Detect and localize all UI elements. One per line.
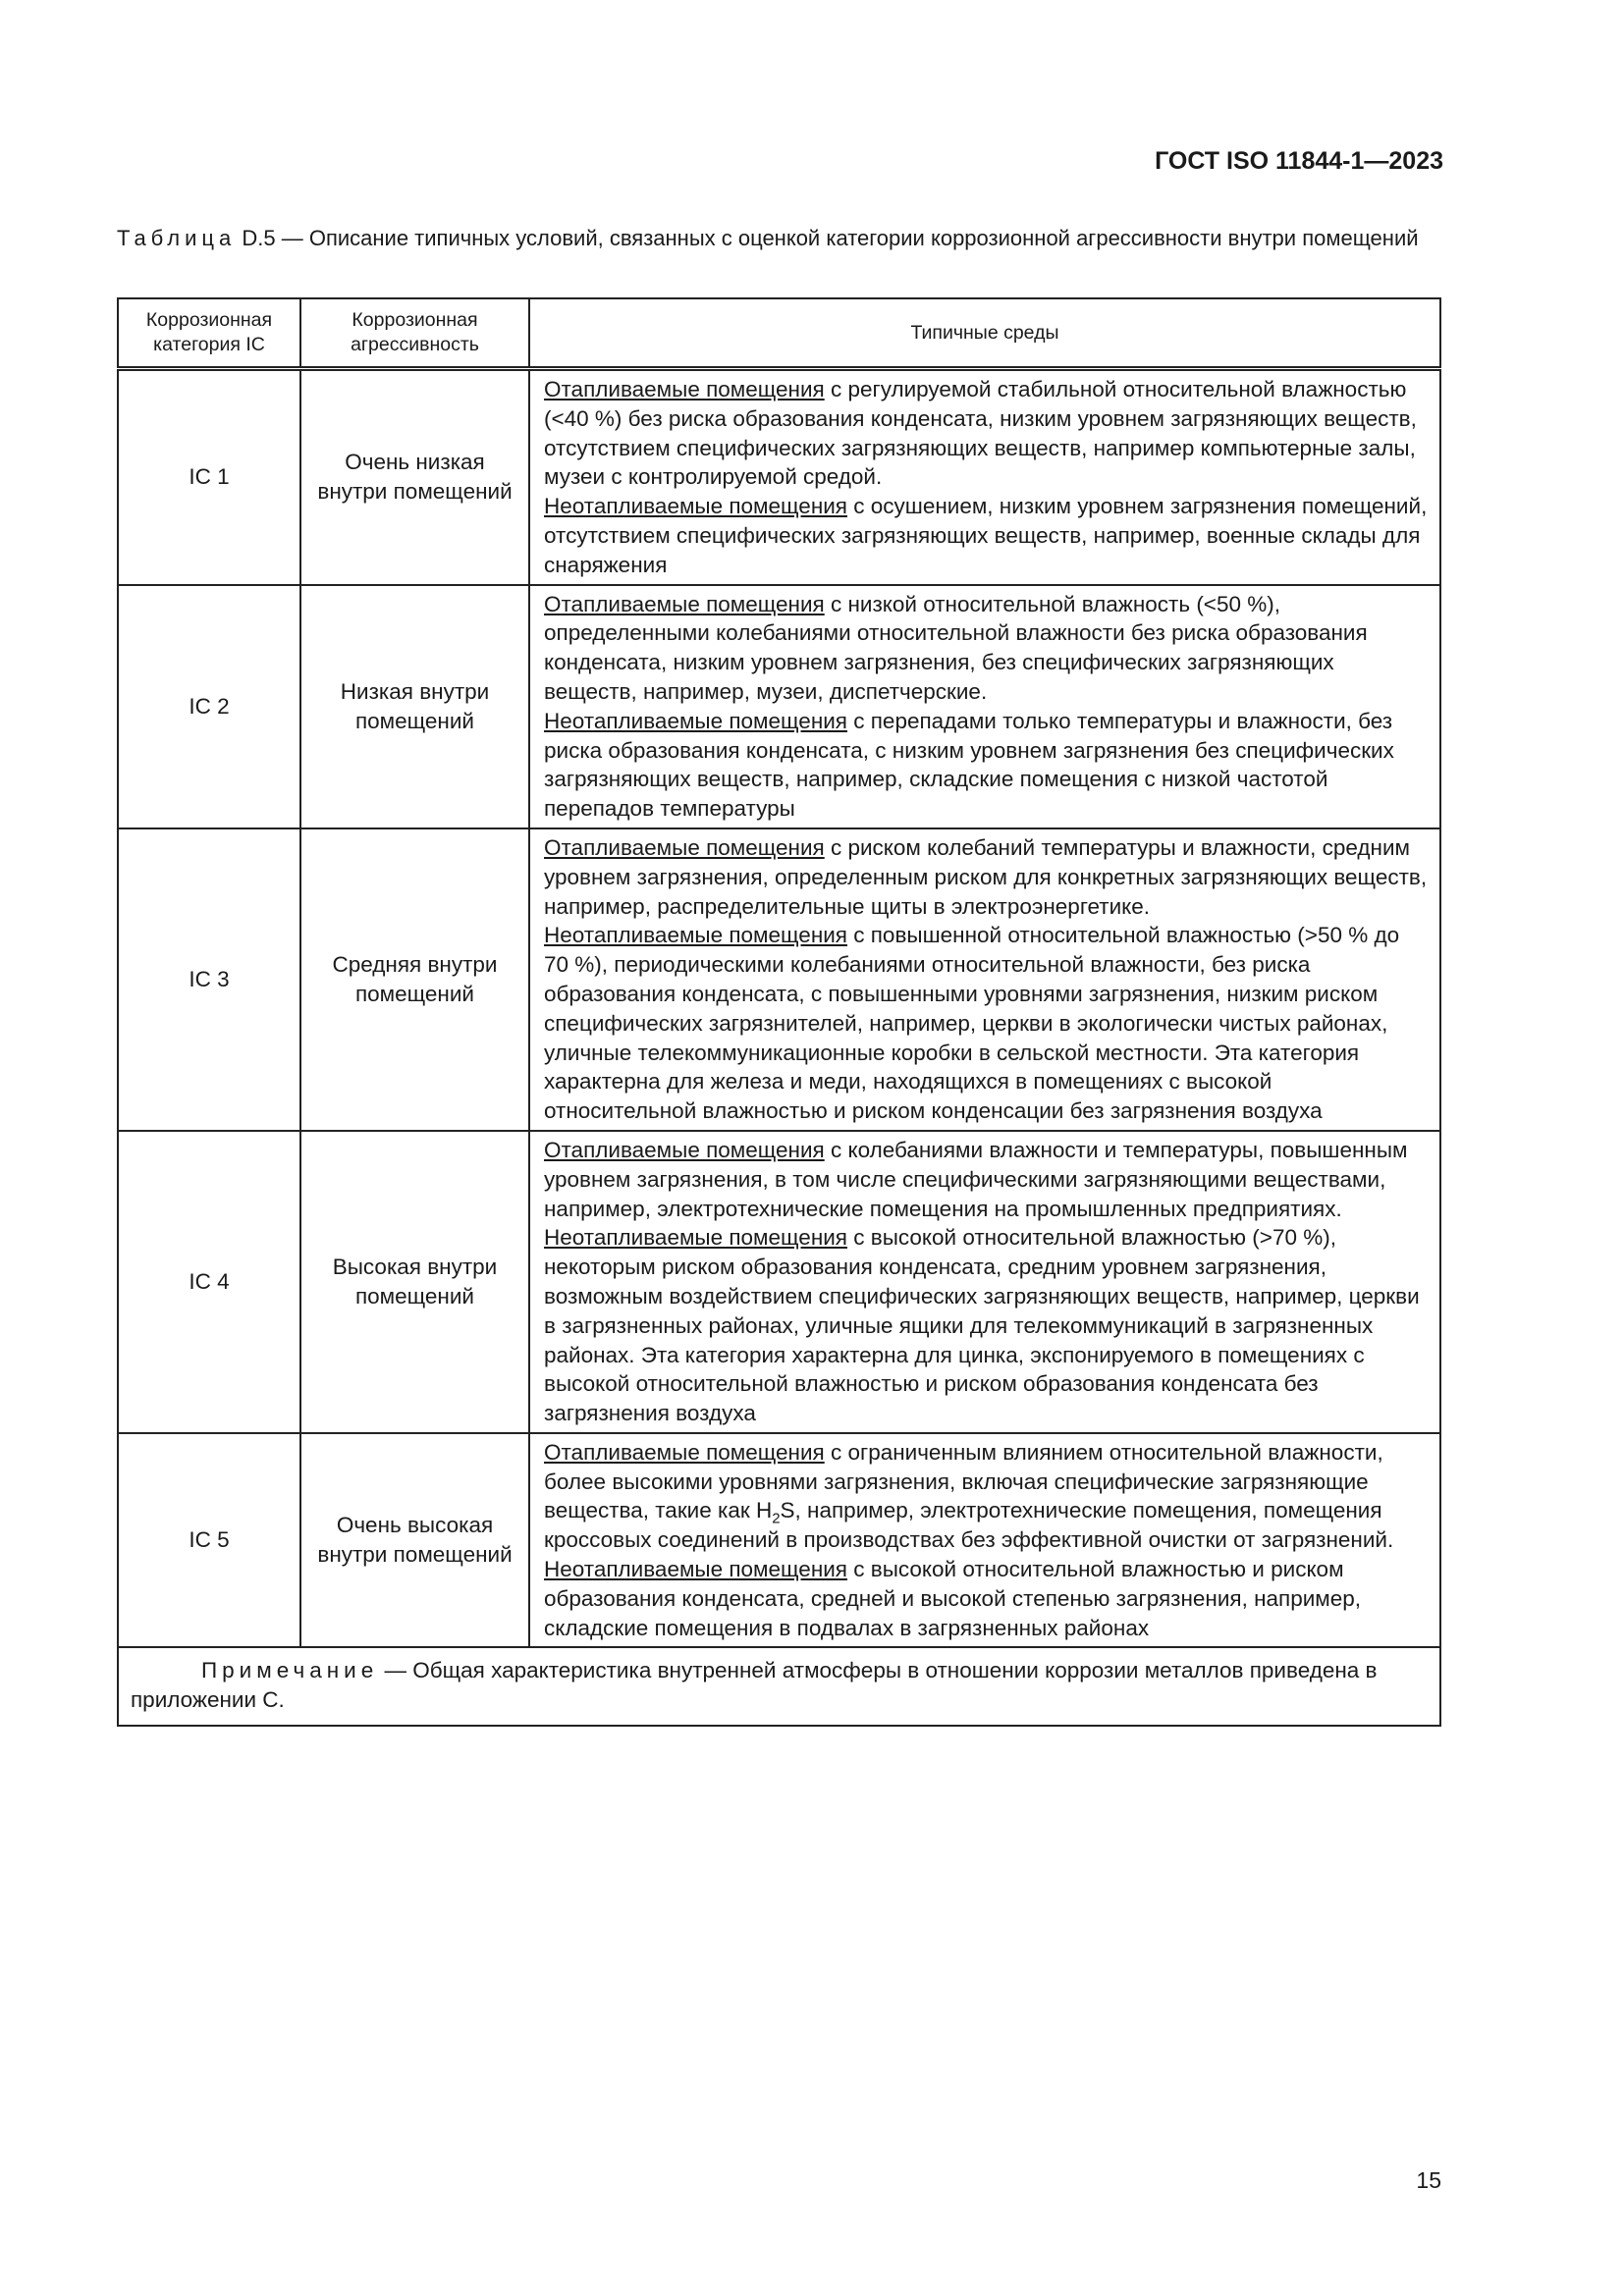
environment-cell (529, 1131, 1440, 1433)
aggressivity-cell: Низкая внутри помещений (300, 585, 529, 828)
table-note (118, 1647, 1440, 1726)
environment-cell (529, 585, 1440, 828)
table-header-row (118, 298, 1440, 369)
table-row (118, 369, 1440, 585)
table-row (118, 1433, 1440, 1648)
heated-label: Отапливаемые помещения (544, 834, 825, 860)
table-row (118, 585, 1440, 828)
unheated-label: Неотапливаемые помещения (544, 494, 847, 519)
heated-label: Отапливаемые помещения (544, 591, 825, 616)
note-label: Примечание (201, 1658, 379, 1683)
category-cell: IC 5 (118, 1433, 300, 1648)
heated-label: Отапливаемые помещения (544, 1439, 825, 1465)
unheated-label: Неотапливаемые помещения (544, 708, 847, 733)
caption-text: D.5 — Описание типичных условий, связанных с оценкой категории коррозионной агрессивности внутри помещений (236, 226, 1419, 250)
aggressivity-cell: Очень высокая внутри помещений (300, 1433, 529, 1648)
aggressivity-cell: Высокая внутри помещений (300, 1131, 529, 1433)
table-caption (117, 224, 1442, 253)
table-note-row (118, 1647, 1440, 1726)
page-number: 15 (1416, 2167, 1441, 2193)
note-text: — Общая характеристика внутренней атмосферы в отношении коррозии металлов приведена в приложении С. (131, 1658, 1378, 1713)
heated-text: с низкой относительной влажность (<50 %), определенными колебаниями относительной влажности без риска образования конденсата, низким уровнем загрязнения, без специфических загрязняющих веществ, например, музеи, диспетчерские. (544, 591, 1368, 704)
unheated-text: с высокой относительной влажностью и риском образования конденсата, средней и высокой степенью загрязнения, например, складские помещения в подвалах в загрязненных районах (544, 1557, 1362, 1640)
header-aggressivity: Коррозионная агрессивность (300, 298, 529, 369)
heated-label: Отапливаемые помещения (544, 1137, 825, 1162)
environment-cell (529, 828, 1440, 1131)
unheated-text: с высокой относительной влажностью (>70 %), некоторым риском образования конденсата, средним уровнем загрязнения, возможным воздействием специфических загрязняющих веществ, например, церкви в загрязненных районах, уличные ящики для телекоммуникаций в загрязненных районах. Эта категория характерна для цинка, экспонируемого в помещениях с высокой относительной влажностью и риском образования конденсата без загрязнения воздуха (544, 1225, 1420, 1426)
category-cell: IC 4 (118, 1131, 300, 1433)
heated-text: с колебаниями влажности и температуры, повышенным уровнем загрязнения, в том числе специфическими загрязняющими веществами, например, электротехнические помещения на промышленных предприятиях. (544, 1137, 1408, 1221)
unheated-text: с перепадами только температуры и влажности, без риска образования конденсата, с низким уровнем загрязнения без специфических загрязняющих веществ, например, складские помещения с низкой частотой перепадов температуры (544, 708, 1394, 822)
heated-label: Отапливаемые помещения (544, 377, 825, 401)
category-cell: IC 3 (118, 828, 300, 1131)
environment-cell (529, 1433, 1440, 1648)
heated-text-b: S, например, электротехнические помещения, помещения кроссовых соединений в производствах без эффективной очистки от загрязнений. (544, 1498, 1394, 1553)
aggressivity-cell: Очень низкая внутри помещений (300, 369, 529, 585)
aggressivity-cell: Средняя внутри помещений (300, 828, 529, 1131)
unheated-text: с повышенной относительной влажностью (>50 % до 70 %), периодическими колебаниями относительной влажности, без риска образования конденсата, с повышенными уровнями загрязнения, низким риском специфических загрязнителей, например, церкви в экологически чистых районах, уличные телекоммуникационные коробки в сельской местности. Эта категория характерна для железа и меди, находящихся в помещениях с высокой относительной влажностью и риском конденсации без загрязнения воздуха (544, 923, 1400, 1124)
heated-text: с риском колебаний температуры и влажности, средним уровнем загрязнения, определенным риском для конкретных загрязняющих веществ, например, распределительные щиты в электроэнергетике. (544, 834, 1428, 919)
heated-text: с регулируемой стабильной относительной влажностью (<40 %) без риска образования конденсата, низким уровнем загрязняющих веществ, отсутствием специфических загрязняющих веществ, например компьютерные залы, музеи с контролируемой средой. (544, 377, 1417, 490)
standard-header: ГОСТ ISO 11844-1—2023 (1155, 147, 1443, 175)
caption-label: Таблица (117, 226, 237, 250)
unheated-label: Неотапливаемые помещения (544, 1225, 847, 1251)
environment-cell (529, 369, 1440, 585)
header-environments: Типичные среды (529, 298, 1440, 369)
h2s-subscript: 2 (772, 1510, 781, 1527)
category-cell: IC 2 (118, 585, 300, 828)
unheated-label: Неотапливаемые помещения (544, 1557, 847, 1582)
table-row (118, 1131, 1440, 1433)
unheated-text: с осушением, низким уровнем загрязнения помещений, отсутствием специфических загрязняющих веществ, например, военные склады для снаряжения (544, 494, 1428, 577)
category-cell: IC 1 (118, 369, 300, 585)
unheated-label: Неотапливаемые помещения (544, 923, 847, 948)
heated-text-a: с ограниченным влиянием относительной влажности, более высокими уровнями загрязнения, включая специфические загрязняющие вещества, такие как H (544, 1439, 1383, 1523)
table-row (118, 828, 1440, 1131)
corrosivity-table (117, 297, 1441, 1727)
header-category: Коррозионная категория IC (118, 298, 300, 369)
